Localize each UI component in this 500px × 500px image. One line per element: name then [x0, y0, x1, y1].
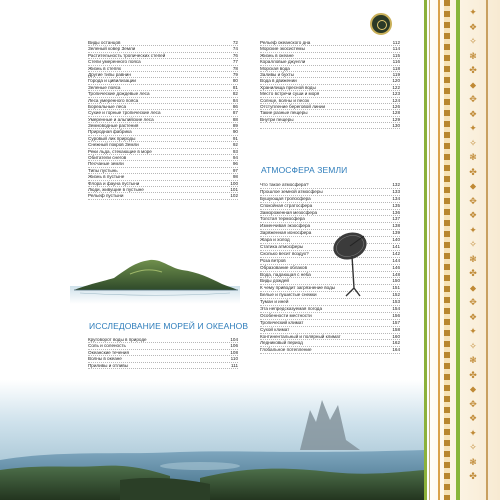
toc-entry-title: Глобальное потепление [260, 347, 312, 353]
ornament-icon: ❃ [469, 51, 477, 62]
toc-entry-page: 134 [392, 195, 400, 201]
toc-entry-page: 140 [392, 237, 400, 243]
toc-entry-title: Растительность тропических степей [88, 52, 166, 58]
toc-entry-page: 78 [232, 65, 238, 71]
toc-entry-title: Такие разные пещеры [260, 110, 308, 116]
toc-entry-title: Бореальные леса [88, 103, 127, 109]
toc-entry-title: Образование облаков [260, 264, 308, 270]
toc-entry-title: Виды останцов [88, 40, 121, 45]
toc-entry [260, 320, 400, 327]
toc-entry-page: 129 [392, 116, 400, 122]
toc-entry-title: Хранилища пресной воды [260, 84, 316, 90]
ornament-icon: ✤ [469, 66, 477, 76]
toc-entry-title: Статика атмосферы [260, 244, 304, 250]
toc-list-ocean [260, 40, 400, 129]
toc-entry-title: Рельеф пустыни [88, 193, 124, 199]
toc-entry-page: 164 [392, 347, 400, 353]
toc-entry-page: 79 [232, 71, 238, 77]
section-title-atmosphere: АТМОСФЕРА ЗЕМЛИ [261, 165, 348, 175]
ornament-icon: ❃ [469, 254, 477, 265]
toc-entry-page: 154 [392, 306, 400, 312]
toc-entry-page: 81 [232, 84, 238, 90]
toc-entry-title: Степи умеренного пояса [88, 59, 141, 65]
toc-entry [88, 193, 238, 199]
toc-entry-page: 130 [392, 123, 400, 129]
toc-entry-title: Тропические дождевые леса [88, 91, 150, 97]
toc-entry-title: Зеленый ковер Земли [88, 46, 136, 52]
toc-entry-title: Соль и соленость [88, 343, 126, 349]
toc-entry-title: Снежный покров Земли [88, 142, 139, 148]
toc-entry-page: 112 [392, 40, 400, 45]
toc-entry-title: Типы пустынь [88, 167, 118, 173]
ornament-icon: ❖ [468, 312, 478, 323]
toc-entry-title: Внутри пещеры [260, 116, 294, 122]
toc-entry-page: 126 [392, 103, 400, 109]
toc-entry-title: Бушующая тропосфера [260, 195, 311, 201]
toc-entry-title: Океанские течения [88, 349, 129, 355]
toc-entry-title: К чему приводит загрязнение воды [260, 285, 336, 291]
toc-entry-page: 118 [392, 65, 400, 71]
toc-entry-title: Жара и холод [260, 237, 290, 243]
toc-entry-title: Другие типы равнин [88, 71, 131, 77]
toc-entry-title: Леса умеренного пояса [88, 97, 139, 103]
ornament-icon: ✧ [469, 341, 477, 352]
toc-entry-title: Белые и пушистые снежки [260, 292, 317, 298]
toc-entry [260, 299, 400, 306]
toc-entry-page: 86 [232, 103, 238, 109]
toc-entry-title: Отступление береговой линии [260, 103, 326, 109]
toc-entry-title: Песчаные земли [88, 161, 124, 167]
toc-entry-page: 128 [392, 110, 400, 116]
toc-entry-page: 135 [392, 202, 400, 208]
landscape-illustration [0, 380, 424, 500]
toc-entry-page: 162 [392, 340, 400, 346]
ornament-icon: ⬥ [469, 283, 477, 294]
toc-entry-page: 97 [232, 167, 238, 173]
toc-entry-page: 88 [232, 116, 238, 122]
toc-entry-title: Спокойная стратосфера [260, 202, 313, 208]
toc-entry-title: Сухой климат [260, 326, 290, 332]
toc-entry-title: Суровый лик природы [88, 135, 136, 141]
toc-entry-title: Зеленые пояса [88, 84, 121, 90]
toc-entry-title: Замороженная мезосфера [260, 209, 318, 215]
toc-entry-title: Жизнь в пустыне [88, 174, 125, 180]
ornament-icon: ❖ [468, 109, 478, 120]
toc-entry-page: 115 [392, 52, 400, 58]
toc-entry-title: Сколько весит воздух? [260, 250, 309, 256]
toc-entry-title: Континентальный и полярный климат [260, 333, 341, 339]
toc-entry-page: 133 [392, 188, 400, 194]
toc-entry-page: 137 [392, 216, 400, 222]
toc-entry-page: 87 [232, 110, 238, 116]
toc-entry-page: 89 [232, 123, 238, 129]
ornament-icon: ❃ [469, 153, 477, 163]
ornament-icon: ✤ [469, 370, 477, 381]
toc-entry-title: Прошлое земной атмосферы [260, 188, 323, 194]
toc-entry-title: Умеренные и альпийские леса [88, 116, 154, 122]
toc-entry-page: 141 [392, 244, 400, 250]
toc-entry-page: 74 [232, 46, 238, 52]
ornament-icon: ✥ [469, 399, 477, 410]
toc-entry-page: 104 [230, 337, 238, 342]
toc-entry-page: 139 [392, 230, 400, 236]
toc-entry [260, 327, 400, 334]
ornament-icon: ⬥ [469, 80, 477, 91]
toc-entry-title: Природная фабрика [88, 129, 132, 135]
toc-entry-title: Эта непредсказуемая погода [260, 306, 323, 312]
toc-entry-page: 157 [392, 319, 400, 325]
ornament-icon: ✦ [469, 8, 477, 18]
toc-entry-title: Волны в океане [88, 356, 122, 362]
toc-entry-page: 92 [232, 142, 238, 148]
toc-entry-page: 100 [230, 180, 238, 186]
toc-entry-page: 101 [230, 186, 238, 192]
ornament-icon: ✧ [469, 138, 477, 149]
toc-entry-page: 110 [230, 356, 238, 362]
ornament-icon: ⬥ [469, 385, 477, 395]
toc-entry-title: Обитатели снегов [88, 155, 127, 161]
ornament-icon: ✥ [469, 298, 477, 308]
toc-entry-page: 106 [230, 343, 238, 349]
toc-entry-title: Круговорот воды в природе [88, 337, 147, 342]
ornament-icon: ✦ [469, 428, 477, 439]
toc-entry-page: 72 [232, 40, 238, 45]
toc-entry [260, 347, 400, 354]
toc-entry-page: 144 [392, 257, 400, 263]
ornament-icon: ✤ [469, 167, 477, 178]
ornament-icon: ✦ [469, 225, 477, 236]
toc-entry-page: 90 [232, 129, 238, 135]
toc-entry-page: 98 [232, 174, 238, 180]
ornament-icon: ⬥ [469, 182, 477, 192]
satellite-dish-illustration [330, 228, 380, 298]
toc-entry-title: Жизнь в степях [88, 65, 122, 71]
toc-entry-title: Толстая термосфера [260, 216, 305, 222]
toc-entry [260, 340, 400, 347]
toc-entry-title: Виды дождей [260, 278, 289, 284]
toc-entry-title: Заливы и бухты [260, 71, 294, 77]
toc-entry [260, 306, 400, 313]
toc-entry-title: Вода, падающая с неба [260, 271, 311, 277]
toc-entry-page: 160 [392, 333, 400, 339]
ornament-icon: ❖ [468, 414, 478, 424]
toc-entry-title: Что такое атмосфера? [260, 182, 309, 187]
toc-entry-title: Роза ветров [260, 257, 286, 263]
section-title-sea: ИССЛЕДОВАНИЕ МОРЕЙ И ОКЕАНОВ [89, 321, 249, 331]
ornament-icon: ✥ [469, 196, 477, 207]
toc-entry-title: Люди, живущие в пустыне [88, 186, 144, 192]
toc-entry-title: Рельеф океанского дна [260, 40, 311, 45]
toc-entry-page: 122 [392, 84, 400, 90]
toc-entry-page: 80 [232, 78, 238, 84]
toc-entry-title: Вода в движении [260, 78, 297, 84]
toc-entry-page: 152 [392, 292, 400, 298]
toc-entry-title: Особенности местности [260, 312, 312, 318]
toc-entry-page: 96 [232, 161, 238, 167]
toc-entry-title: Ледниковый период [260, 340, 303, 346]
toc-entry [260, 189, 400, 196]
toc-entry-page: 148 [392, 271, 400, 277]
ornament-icon: ✤ [469, 472, 477, 482]
toc-entry-page: 156 [392, 312, 400, 318]
toc-entry-title: Изменчивая экзосфера [260, 223, 311, 229]
toc-entry-title: Жизнь в океане [260, 52, 294, 58]
toc-entry [260, 210, 400, 217]
island-illustration [70, 256, 240, 304]
toc-list-land [88, 40, 238, 200]
ornament-icon: ✧ [469, 240, 477, 250]
emblem-icon [370, 13, 392, 35]
toc-entry-title: Приливы и отливы [88, 362, 128, 368]
toc-entry-page: 138 [392, 223, 400, 229]
toc-entry-title: Заряженная ионосфера [260, 230, 312, 236]
toc-entry-page: 76 [232, 52, 238, 58]
toc-entry-title: Сухие и горные тропические леса [88, 110, 161, 116]
toc-entry [260, 216, 400, 223]
toc-entry-page: 150 [392, 278, 400, 284]
toc-entry-page: 82 [232, 91, 238, 97]
toc-entry [260, 182, 400, 189]
toc-entry-page: 132 [392, 182, 400, 187]
ornament-icon: ✥ [469, 95, 477, 105]
toc-list-sea [88, 337, 238, 369]
toc-entry-page: 123 [392, 91, 400, 97]
toc-entry-page: 102 [230, 193, 238, 199]
toc-entry-page: 158 [392, 326, 400, 332]
toc-entry-title: Морские экосистемы [260, 46, 305, 52]
ornament-icon: ❖ [468, 22, 478, 33]
toc-entry [88, 363, 238, 369]
toc-entry-page: 153 [392, 299, 400, 305]
toc-entry-page: 142 [392, 250, 400, 256]
toc-entry-page: 108 [230, 349, 238, 355]
toc-entry [260, 203, 400, 210]
ornament-icon: ✦ [469, 124, 477, 134]
toc-entry-title: Флора и фауна пустыни [88, 180, 140, 186]
toc-entry-page: 119 [392, 71, 400, 77]
toc-entry-title: Реки льда, стекающие в море [88, 148, 152, 154]
toc-entry-page: 151 [392, 285, 400, 291]
toc-entry-title: Место встречи суши и моря [260, 91, 320, 97]
toc-entry-title: Морская вода [260, 65, 290, 71]
toc-entry-page: 94 [232, 155, 238, 161]
toc-entry [260, 196, 400, 203]
toc-entry-page: 111 [231, 362, 238, 368]
toc-entry-title: Города и цивилизации [88, 78, 136, 84]
toc-entry [260, 313, 400, 320]
toc-entry-page: 124 [392, 97, 400, 103]
ornament-icon: ❃ [469, 356, 477, 366]
toc-entry-title: Земноводные растения [88, 123, 139, 129]
toc-entry-page: 136 [392, 209, 400, 215]
toc-entry-title: Туман и иней [260, 299, 289, 305]
toc-entry-title: Солнце, волны и песок [260, 97, 310, 103]
ornament-icon: ✦ [469, 327, 477, 337]
toc-entry-title: Тропический климат [260, 319, 304, 325]
toc-entry-page: 120 [392, 78, 400, 84]
ornament-icon: ❃ [469, 457, 477, 468]
ornament-icon: ✤ [469, 269, 477, 279]
toc-entry-page: 146 [392, 264, 400, 270]
toc-entry [260, 123, 400, 129]
toc-entry-page: 77 [232, 59, 238, 65]
toc-entry-page: 91 [232, 135, 238, 141]
toc-entry-page: 93 [232, 148, 238, 154]
ornament-icon: ✧ [469, 37, 477, 47]
toc-entry-page: 84 [232, 97, 238, 103]
decorative-strip [424, 0, 500, 500]
toc-entry-page: 116 [392, 59, 400, 65]
toc-entry-page: 114 [392, 46, 400, 52]
ornament-icon: ✧ [469, 443, 477, 453]
ornament-icon: ❖ [468, 211, 478, 221]
toc-entry-title: Коралловые джунгли [260, 59, 306, 65]
